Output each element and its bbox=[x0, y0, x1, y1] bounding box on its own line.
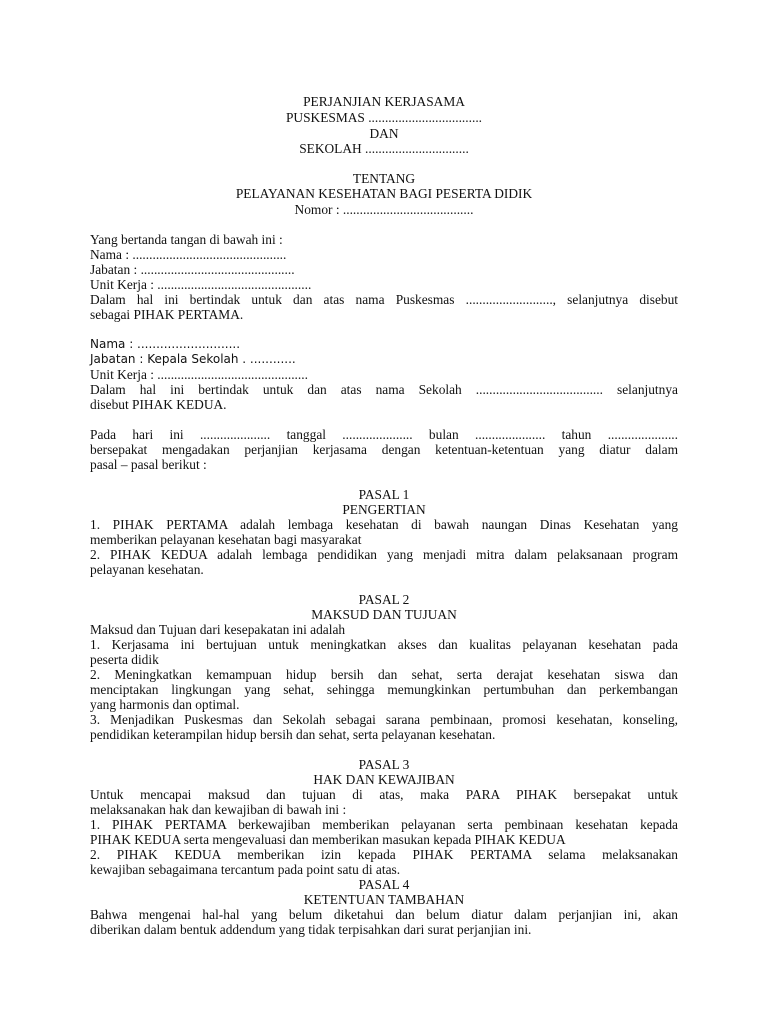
opening-line: Pada hari ini ..................... tanggal ..................... bulan ..................... tahun ..................... bbox=[90, 427, 678, 442]
party1-description-line: sebagai PIHAK PERTAMA. bbox=[90, 307, 244, 322]
party2-unit: Unit Kerja : ............................................. bbox=[90, 367, 308, 382]
doc-title: PERJANJIAN KERJASAMA bbox=[303, 94, 465, 109]
article-title: MAKSUD DAN TUJUAN bbox=[311, 607, 457, 622]
article-number: PASAL 1 bbox=[358, 487, 410, 502]
article-number: PASAL 2 bbox=[358, 592, 410, 607]
article-text-line: kewajiban sebagaimana tercantum pada point satu di atas. bbox=[90, 862, 401, 877]
party2-description-line: disebut PIHAK KEDUA. bbox=[90, 397, 227, 412]
article-text-line: 3. Menjadikan Puskesmas dan Sekolah sebagai sarana pembinaan, promosi kesehatan, konseling, bbox=[90, 712, 678, 727]
signatory-intro: Yang bertanda tangan di bawah ini : bbox=[90, 232, 283, 247]
party1-unit: Unit Kerja : .............................................. bbox=[90, 277, 312, 292]
article-text-line: Untuk mencapai maksud dan tujuan di atas, maka PARA PIHAK bersepakat untuk bbox=[90, 787, 678, 802]
party1-position: Jabatan : .............................................. bbox=[90, 262, 295, 277]
article-text-line: pendidikan keterampilan hidup bersih dan sehat, serta pelayanan kesehatan. bbox=[90, 727, 496, 742]
article-title: HAK DAN KEWAJIBAN bbox=[313, 772, 455, 787]
subject-label: TENTANG bbox=[352, 171, 416, 186]
party2-position: Jabatan : Kepala Sekolah . ............ bbox=[90, 352, 296, 366]
article-text-line: 1. PIHAK PERTAMA berkewajiban memberikan pelayanan serta pembinaan kesehatan kepada bbox=[90, 817, 678, 832]
party1-name: Nama : .............................................. bbox=[90, 247, 287, 262]
party2-description-line: Dalam hal ini bertindak untuk dan atas nama Sekolah ...................................... selanjutnya bbox=[90, 382, 678, 397]
article-text-line: peserta didik bbox=[90, 652, 159, 667]
article-text-line: 2. PIHAK KEDUA adalah lembaga pendidikan yang menjadi mitra dalam pelaksanaan program bbox=[90, 547, 678, 562]
party1-description-line: Dalam hal ini bertindak untuk dan atas nama Puskesmas .........................., selanjutnya disebut bbox=[90, 292, 678, 307]
article-text-line: Bahwa mengenai hal-hal yang belum diketahui dan belum diatur dalam perjanjian ini, akan bbox=[90, 907, 678, 922]
article-title: KETENTUAN TAMBAHAN bbox=[303, 892, 465, 907]
opening-line: bersepakat mengadakan perjanjian kerjasama dengan ketentuan-ketentuan yang diatur dalam bbox=[90, 442, 678, 457]
article-text-line: melaksanakan hak dan kewajiban di bawah ini : bbox=[90, 802, 347, 817]
article-text-line: Maksud dan Tujuan dari kesepakatan ini adalah bbox=[90, 622, 346, 637]
article-number: PASAL 3 bbox=[358, 757, 410, 772]
article-text-line: 2. Meningkatkan kemampuan hidup bersih dan sehat, serta derajat kesehatan siswa dan bbox=[90, 667, 678, 682]
party2-name: Nama : ........................... bbox=[90, 337, 241, 351]
subject-title: PELAYANAN KESEHATAN BAGI PESERTA DIDIK bbox=[235, 186, 533, 201]
article-text-line: diberikan dalam bentuk addendum yang tidak terpisahkan dari surat perjanjian ini. bbox=[90, 922, 532, 937]
opening-line: pasal – pasal berikut : bbox=[90, 457, 207, 472]
article-text-line: memberikan pelayanan kesehatan bagi masyarakat bbox=[90, 532, 362, 547]
article-text-line: PIHAK KEDUA serta mengevaluasi dan memberikan masukan kepada PIHAK KEDUA bbox=[90, 832, 566, 847]
document-number: Nomor : ....................................... bbox=[294, 202, 474, 217]
article-text-line: 1. PIHAK PERTAMA adalah lembaga kesehatan di bawah naungan Dinas Kesehatan yang bbox=[90, 517, 678, 532]
doc-and: DAN bbox=[369, 126, 399, 141]
article-text-line: menciptakan lingkungan yang sehat, sehingga memungkinkan pertumbuhan dan perkembangan bbox=[90, 682, 678, 697]
article-text-line: 1. Kerjasama ini bertujuan untuk meningkatkan akses dan kualitas pelayanan kesehatan pada bbox=[90, 637, 678, 652]
article-text-line: yang harmonis dan optimal. bbox=[90, 697, 240, 712]
article-title: PENGERTIAN bbox=[342, 502, 426, 517]
article-number: PASAL 4 bbox=[358, 877, 410, 892]
article-text-line: 2. PIHAK KEDUA memberikan izin kepada PIHAK PERTAMA selama melaksanakan bbox=[90, 847, 678, 862]
doc-party-puskesmas: PUSKESMAS .................................. bbox=[285, 110, 483, 125]
article-text-line: pelayanan kesehatan. bbox=[90, 562, 204, 577]
doc-party-sekolah: SEKOLAH ............................... bbox=[299, 141, 469, 156]
